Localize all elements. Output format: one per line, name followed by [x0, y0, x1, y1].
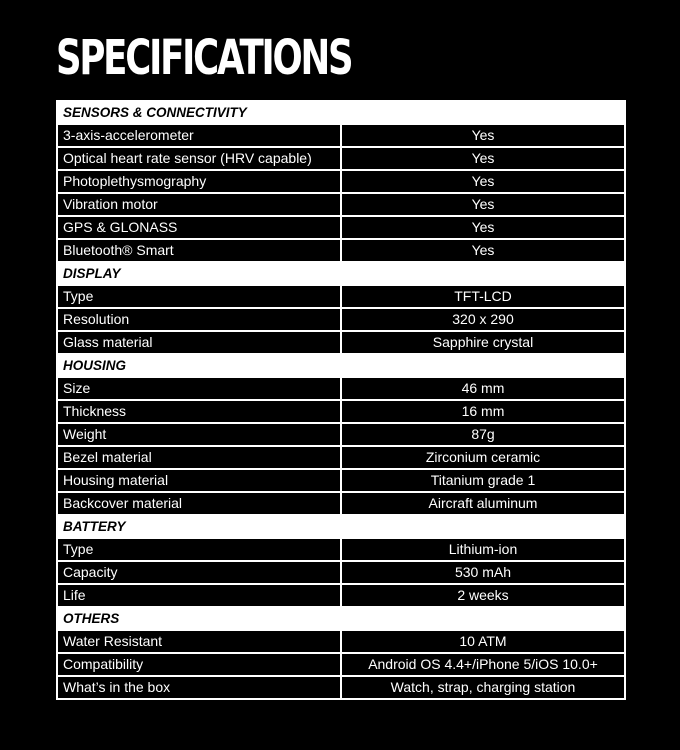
spec-value: Zirconium ceramic	[341, 446, 625, 469]
spec-label: Water Resistant	[57, 630, 341, 653]
table-row	[57, 446, 625, 469]
spec-label: GPS & GLONASS	[57, 216, 341, 239]
spec-label: Life	[57, 584, 341, 607]
spec-label: Type	[57, 538, 341, 561]
spec-value: 87g	[341, 423, 625, 446]
page-title: SPECIFICATIONS	[56, 30, 352, 86]
spec-label: Size	[57, 377, 341, 400]
section-header-housing	[57, 354, 625, 377]
spec-label: Photoplethysmography	[57, 170, 341, 193]
section-header-display	[57, 262, 625, 285]
table-row	[57, 124, 625, 147]
table-row	[57, 676, 625, 699]
spec-value: Watch, strap, charging station	[341, 676, 625, 699]
spec-value: Android OS 4.4+/iPhone 5/iOS 10.0+	[341, 653, 625, 676]
spec-value: 10 ATM	[341, 630, 625, 653]
table-row	[57, 308, 625, 331]
spec-label: Compatibility	[57, 653, 341, 676]
section-header-battery	[57, 515, 625, 538]
table-row	[57, 216, 625, 239]
spec-label: Housing material	[57, 469, 341, 492]
section-heading: SENSORS & CONNECTIVITY	[57, 101, 625, 124]
spec-value: 16 mm	[341, 400, 625, 423]
spec-label: 3-axis-accelerometer	[57, 124, 341, 147]
spec-label: Vibration motor	[57, 193, 341, 216]
spec-value: Yes	[341, 216, 625, 239]
spec-value: 2 weeks	[341, 584, 625, 607]
spec-label: Bluetooth® Smart	[57, 239, 341, 262]
section-heading: DISPLAY	[57, 262, 625, 285]
spec-value: Lithium-ion	[341, 538, 625, 561]
table-row	[57, 492, 625, 515]
section-heading: BATTERY	[57, 515, 625, 538]
spec-value: Yes	[341, 170, 625, 193]
section-heading: HOUSING	[57, 354, 625, 377]
specifications-table	[56, 100, 626, 700]
spec-value: Yes	[341, 124, 625, 147]
spec-label: Optical heart rate sensor (HRV capable)	[57, 147, 341, 170]
table-row	[57, 400, 625, 423]
spec-value: Yes	[341, 147, 625, 170]
table-row	[57, 377, 625, 400]
table-row	[57, 239, 625, 262]
spec-value: 46 mm	[341, 377, 625, 400]
table-row	[57, 561, 625, 584]
table-row	[57, 170, 625, 193]
spec-label: Type	[57, 285, 341, 308]
table-row	[57, 653, 625, 676]
table-row	[57, 193, 625, 216]
spec-value: TFT-LCD	[341, 285, 625, 308]
section-header-others	[57, 607, 625, 630]
specifications-table-body	[57, 101, 625, 699]
table-row	[57, 331, 625, 354]
spec-label: Bezel material	[57, 446, 341, 469]
spec-value: 530 mAh	[341, 561, 625, 584]
spec-value: 320 x 290	[341, 308, 625, 331]
table-row	[57, 538, 625, 561]
table-row	[57, 285, 625, 308]
section-heading: OTHERS	[57, 607, 625, 630]
spec-value: Titanium grade 1	[341, 469, 625, 492]
table-row	[57, 147, 625, 170]
table-row	[57, 584, 625, 607]
spec-label: Backcover material	[57, 492, 341, 515]
spec-label: Thickness	[57, 400, 341, 423]
spec-label: What’s in the box	[57, 676, 341, 699]
spec-value: Sapphire crystal	[341, 331, 625, 354]
spec-label: Weight	[57, 423, 341, 446]
table-row	[57, 469, 625, 492]
table-row	[57, 630, 625, 653]
table-row	[57, 423, 625, 446]
spec-label: Glass material	[57, 331, 341, 354]
spec-value: Yes	[341, 239, 625, 262]
spec-label: Capacity	[57, 561, 341, 584]
spec-value: Yes	[341, 193, 625, 216]
spec-label: Resolution	[57, 308, 341, 331]
spec-value: Aircraft aluminum	[341, 492, 625, 515]
section-header-sensors-connectivity	[57, 101, 625, 124]
